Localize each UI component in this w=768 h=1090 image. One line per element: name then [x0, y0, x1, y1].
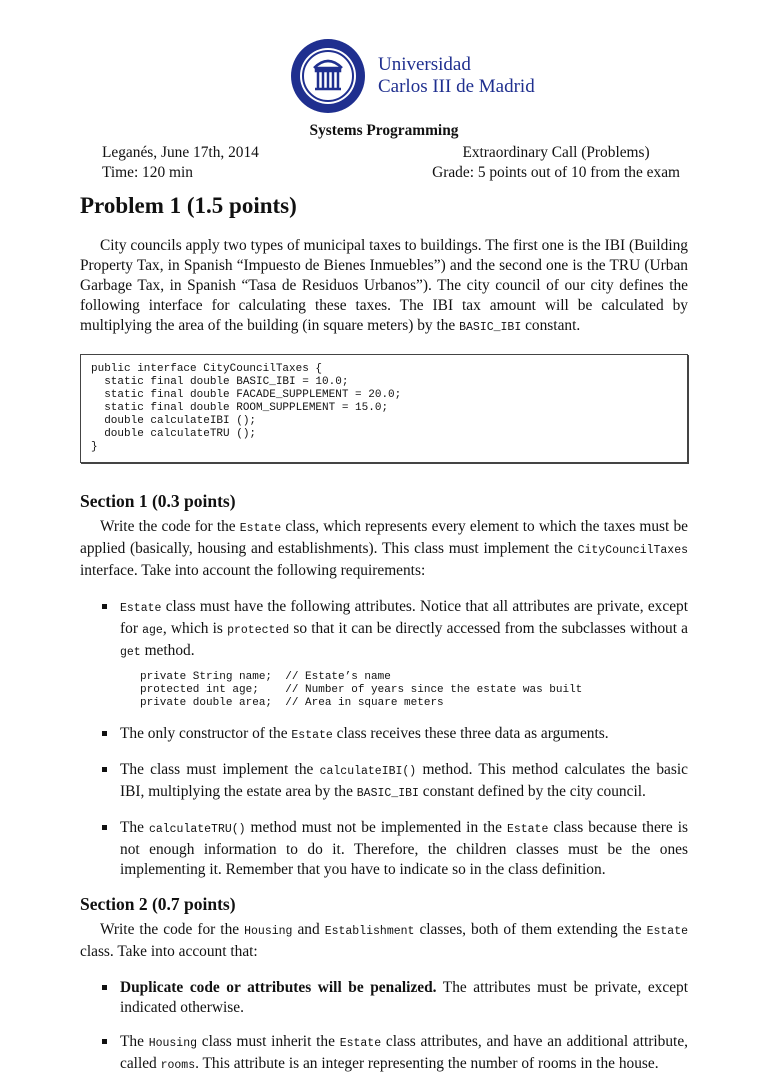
inline-code: calculateTRU() — [148, 823, 246, 836]
text-run: The attributes must be private, except indicated otherwise. — [120, 979, 688, 1016]
inline-code: Estate — [291, 729, 333, 742]
text-run: constant defined by the city council. — [418, 783, 646, 800]
inline-code: Estate — [239, 522, 282, 535]
text-run: class, which represents every element to which the taxes must be applied (basically, housing and establishments). This class must implement the — [80, 518, 688, 557]
text-run: class attributes, and have an additional attribute, called — [120, 1033, 688, 1072]
section-2-requirements — [80, 978, 688, 1076]
text-run: method. This method calculates the basic IBI, multiplying the estate area by the — [120, 761, 688, 800]
text-run: class receives these three data as arguments. — [332, 725, 609, 742]
inline-code: Housing — [244, 925, 293, 938]
text-run: so that it can be directly accessed from the subclasses without a — [289, 620, 689, 637]
section-2-title: Section 2 (0.7 points) — [80, 894, 236, 914]
inline-code: Estate — [506, 823, 549, 836]
text-run: . This attribute is an integer representing the number of rooms in the house. — [195, 1055, 659, 1072]
text-run: classes, both of them extending the — [414, 921, 647, 938]
exam-header — [80, 143, 688, 183]
text-run: class because there is not enough information to do it. Therefore, the children classes must be the ones implementing it. Remember that you have to indicate so in the class definition. — [120, 819, 689, 878]
exam-call: Extraordinary Call (Problems) — [462, 144, 650, 161]
exam-date: Leganés, June 17th, 2014 — [102, 144, 259, 161]
inline-code: calculateIBI() — [319, 765, 417, 778]
section-1-requirements — [80, 597, 688, 880]
inline-code: Estate — [339, 1037, 382, 1050]
exam-grade: Grade: 5 points out of 10 from the exam — [432, 164, 680, 181]
text-run: method. — [140, 642, 195, 659]
university-logo — [290, 38, 535, 114]
inline-code: BASIC_IBI — [356, 787, 419, 800]
logo-line-2: Carlos III de Madrid — [378, 76, 535, 97]
problem-title: Problem 1 (1.5 points) — [80, 193, 297, 218]
university-seal-icon — [290, 38, 366, 114]
section-2-intro — [80, 920, 688, 962]
text-run: class. Take into account that: — [80, 943, 258, 960]
interface-code-block: public interface CityCouncilTaxes { static final double BASIC_IBI = 10.0; static final double FACADE_SUPPLEMENT = 20.0; static final double ROOM_SUPPLEMENT = 15.0; double calculateIBI (); double calculateTRU (); } — [80, 354, 688, 463]
text-run: Write the code for the — [100, 921, 245, 938]
list-item — [120, 818, 688, 880]
text-run: Write the code for the — [100, 518, 240, 535]
text-run: class must have the following attributes. Notice that all attributes are private, except for — [120, 598, 688, 637]
inline-code: BASIC_IBI — [459, 321, 522, 334]
bold-text: Duplicate code or attributes will be penalized. — [120, 979, 437, 996]
list-item — [120, 597, 688, 710]
inline-code: protected — [227, 624, 290, 637]
exam-time: Time: 120 min — [102, 164, 193, 181]
problem-intro — [80, 236, 688, 338]
inline-code: rooms — [160, 1059, 196, 1072]
section-1-intro — [80, 517, 688, 581]
attributes-code: private String name; // Estate’s name protected int age; // Number of years since the estate was built private double area; // Area in square meters — [140, 671, 583, 709]
text-run: and — [292, 921, 325, 938]
text-run: The class must implement the — [120, 761, 320, 778]
text-run: method must not be implemented in the — [245, 819, 507, 836]
text-run: constant. — [521, 317, 581, 334]
text-run: City councils apply two types of municipal taxes to buildings. The first one is the IBI (Building Property Tax, in Spanish “Impuesto de Bienes Inmuebles”) and the second one is the TRU (Urban Garbage Tax, in Spanish “Tasa de Residuos Urbanos”). The city council of our city defines the following interface for calculating these taxes. The IBI tax amount will be calculated by multiplying the area of the building (in square meters) by the — [80, 237, 688, 334]
inline-code: Estate — [646, 925, 689, 938]
list-item — [120, 760, 688, 804]
inline-code: get — [120, 646, 141, 659]
list-item — [120, 1032, 688, 1076]
logo-line-1: Universidad — [378, 54, 471, 75]
course-title: Systems Programming — [309, 122, 459, 139]
text-run: , which is — [162, 620, 228, 637]
text-run: class must inherit the — [197, 1033, 340, 1050]
list-item — [120, 724, 688, 746]
inline-code: Housing — [148, 1037, 198, 1050]
text-run: interface. Take into account the following requirements: — [80, 562, 426, 579]
list-item — [120, 978, 688, 1018]
inline-code: age — [142, 624, 163, 637]
text-run: The only constructor of the — [120, 725, 292, 742]
inline-code: Establishment — [324, 925, 415, 938]
inline-code: CityCouncilTaxes — [577, 544, 688, 557]
text-run: The — [120, 819, 149, 836]
inline-code: Estate — [120, 602, 162, 615]
section-1-title: Section 1 (0.3 points) — [80, 491, 236, 511]
text-run: The — [120, 1033, 149, 1050]
